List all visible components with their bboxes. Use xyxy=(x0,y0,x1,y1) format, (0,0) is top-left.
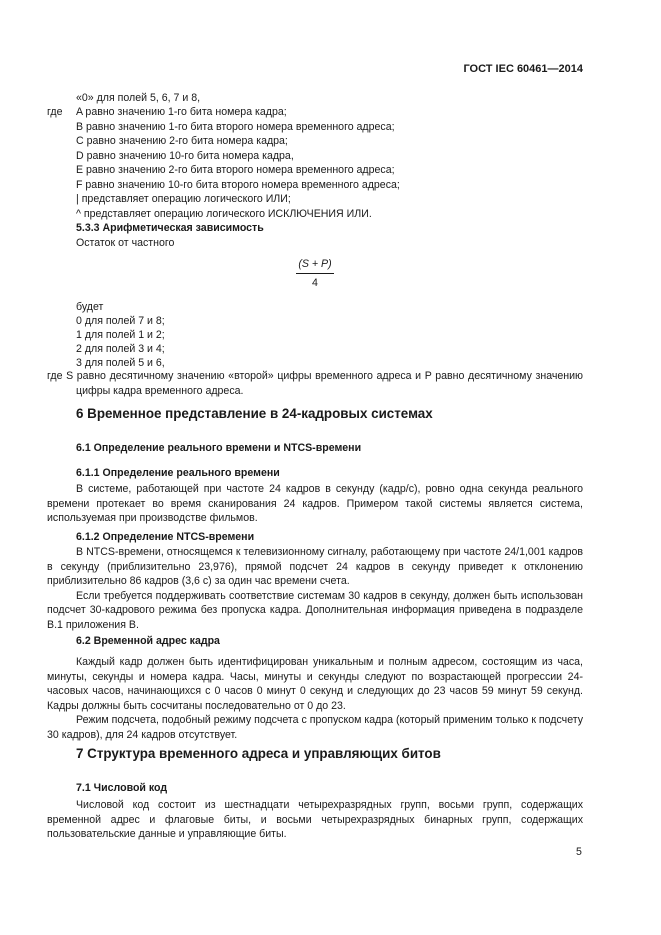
where-text: где S равно десятичному значению «второй» цифры временного адреса и P равно десятичному значению цифры кадра временного адреса. xyxy=(47,370,583,397)
section-heading-5-3-3: 5.3.3 Арифметическая зависимость xyxy=(76,222,264,234)
paragraph: Каждый кадр должен быть идентифицирован уникальным и полным адресом, состоящим из часа, минуты, секунды и номера кадра. Часы, минуты и секунды следуют по возрастающей прогрессии 24-часовых часов, начинающихся с 0 часов 0 минут 0 секунд и следующих до 23 часов 59 минут 59 секунд. Кадры должны быть сосчитаны последовательно от 0 до 23. xyxy=(47,656,583,712)
paragraph: Числовой код состоит из шестнадцати четырехразрядных групп, восьми групп, содержащих временной адрес и флаговые биты, и восьми четырехразрядных бинарных групп, содержащих пользовательские данные и управляющие биты. xyxy=(47,799,583,841)
list-item: F равно значению 10-го бита второго номера временного адреса; xyxy=(76,178,400,191)
list-item: | представляет операцию логического ИЛИ; xyxy=(76,193,291,205)
paragraph-block xyxy=(47,482,583,526)
section-heading-6-2: 6.2 Временной адрес кадра xyxy=(76,635,220,647)
list-item: 2 для полей 3 и 4; xyxy=(76,343,165,355)
section-heading-6: 6 Временное представление в 24-кадровых системах xyxy=(76,406,433,421)
paragraph: В системе, работающей при частоте 24 кадров в секунду (кадр/с), ровно одна секунда реального времени протекает во время сканирования 24 кадров. Примером такой системы является система, используемая при производстве фильмов. xyxy=(47,483,583,525)
section-heading-6-1-2: 6.1.2 Определение NTCS-времени xyxy=(76,531,255,543)
paragraph-block xyxy=(47,798,583,842)
paragraph: Режим подсчета, подобный режиму подсчета с пропуском кадра (который применим только к подсчету 30 кадров), для 24 кадров отсутствует. xyxy=(47,714,583,741)
where-definition xyxy=(47,369,583,398)
list-item: B равно значению 1-го бита второго номера временного адреса; xyxy=(76,120,395,133)
list-item: E равно значению 2-го бита второго номера временного адреса; xyxy=(76,164,395,176)
list-item: D равно значению 10-го бита номера кадра, xyxy=(76,149,294,162)
page-number: 5 xyxy=(576,846,582,858)
paragraph: будет xyxy=(76,301,104,313)
formula-fraction xyxy=(296,257,334,290)
paragraph-block xyxy=(47,545,583,633)
section-heading-6-1-1: 6.1.1 Определение реального времени xyxy=(76,467,280,479)
where-label: где xyxy=(47,106,63,118)
section-heading-6-1: 6.1 Определение реального времени и NTCS-времени xyxy=(76,442,362,454)
section-heading-7-1: 7.1 Числовой код xyxy=(76,782,168,794)
list-item: 0 для полей 7 и 8; xyxy=(76,315,165,327)
paragraph: Остаток от частного xyxy=(76,237,175,249)
list-item: 1 для полей 1 и 2; xyxy=(76,329,165,341)
list-item: «0» для полей 5, 6, 7 и 8, xyxy=(76,92,201,104)
list-item: C равно значению 2-го бита номера кадра; xyxy=(76,135,288,147)
section-heading-7: 7 Структура временного адреса и управляющих битов xyxy=(76,746,441,761)
paragraph-block xyxy=(47,655,583,743)
paragraph: Если требуется поддерживать соответствие системам 30 кадров в секунду, должен быть использован подсчет 30-кадрового режима без пропуска кадра. Дополнительная информация приведена в подразделе B.1 приложения B. xyxy=(47,589,583,631)
paragraph: В NTCS-времени, относящемся к телевизионному сигналу, работающему при частоте 24/1,001 кадров в секунду (приблизительно 23,976), прямой подсчет 24 кадров в секунду приведет к отклонению приблизительно 86 кадров (3,6 с) за один час времени счета. xyxy=(47,546,583,588)
list-item: 3 для полей 5 и 6, xyxy=(76,357,165,369)
formula-numerator: (S + P) xyxy=(296,257,334,274)
list-item: A равно значению 1-го бита номера кадра; xyxy=(76,106,287,118)
formula-denominator: 4 xyxy=(312,276,318,289)
list-item: ^ представляет операцию логического ИСКЛЮЧЕНИЯ ИЛИ. xyxy=(76,207,372,220)
standard-header: ГОСТ IEC 60461—2014 xyxy=(463,63,583,75)
